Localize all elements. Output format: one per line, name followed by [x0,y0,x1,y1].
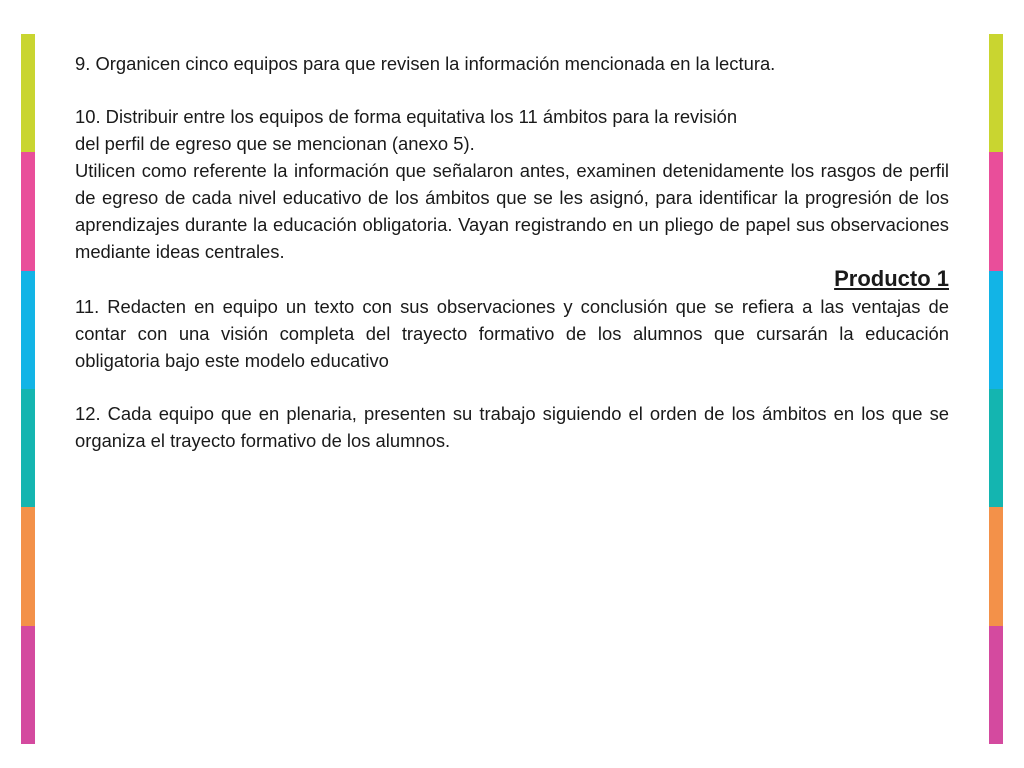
stripe-segment [989,389,1003,507]
stripe-segment [989,152,1003,270]
spacer [75,77,949,103]
stripe-segment [989,271,1003,389]
left-color-stripe [21,34,35,744]
stripe-segment [21,626,35,744]
stripe-segment [21,34,35,152]
stripe-segment [21,507,35,625]
instruction-item-10-line-2: del perfil de egreso que se mencionan (anexo 5). [75,133,475,154]
stripe-segment [989,34,1003,152]
stripe-segment [21,271,35,389]
producto-label: Producto 1 [834,266,949,291]
instruction-item-9: 9. Organicen cinco equipos para que revisen la información mencionada en la lectura. [75,53,776,74]
stripe-segment [989,626,1003,744]
instruction-item-10-paragraph: Utilicen como referente la información que señalaron antes, examinen detenidamente los rasgos de perfil de egreso de cada nivel educativo de los ámbitos que se les asignó, para identificar la progresión de los aprendizajes durante la educación obligatoria. Vayan registrando en un pliego de papel sus observaciones mediante ideas centrales. [75,160,949,262]
instruction-item-11: 11. Redacten en equipo un texto con sus observaciones y conclusión que se refiera a las ventajas de contar con una visión completa del trayecto formativo de los alumnos que cursarán la educación obligatoria bajo este modelo educativo [75,296,949,371]
stripe-segment [21,389,35,507]
stripe-segment [21,152,35,270]
slide-body [75,50,949,454]
stripe-segment [989,507,1003,625]
spacer [75,374,949,400]
right-color-stripe [989,34,1003,744]
instruction-item-12: 12. Cada equipo que en plenaria, presenten su trabajo siguiendo el orden de los ámbitos en los que se organiza el trayecto formativo de los alumnos. [75,403,949,451]
instruction-item-10-line-1: 10. Distribuir entre los equipos de forma equitativa los 11 ámbitos para la revisión [75,106,738,127]
